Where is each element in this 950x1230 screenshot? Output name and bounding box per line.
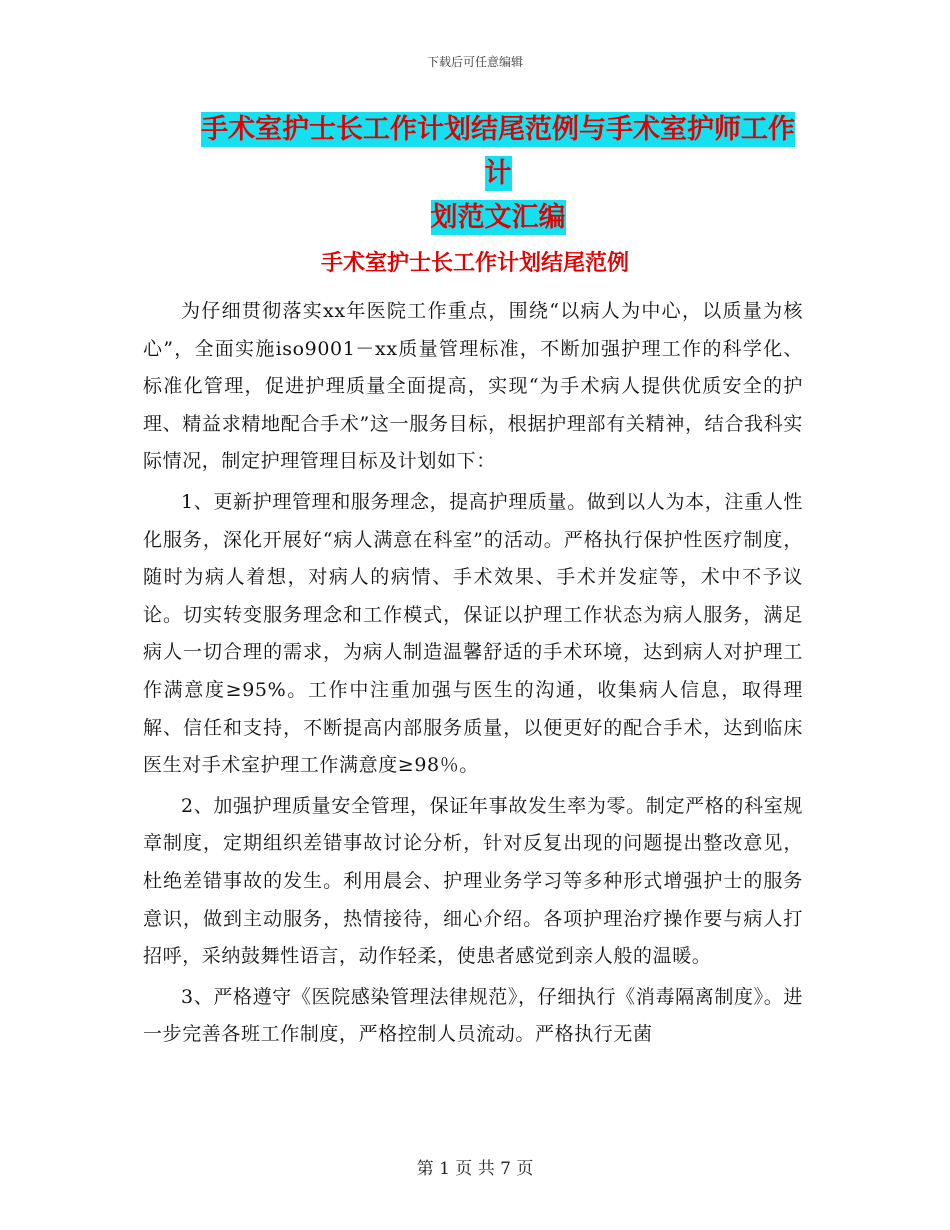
paragraph-item-3: 3、严格遵守《医院感染管理法律规范》，仔细执行《消毒隔离制度》。进一步完善各班工作制度，严格控制人员流动。严格执行无菌 [143,985,803,1046]
document-title-line-1: 手术室护士长工作计划结尾范例与手术室护师工作计 [201,114,795,189]
paragraph-item-2: 2、加强护理质量安全管理，保证年事故发生率为零。制定严格的科室规章制度，定期组织差错事故讨论分析，针对反复出现的问题提出整改意见，杜绝差错事故的发生。利用晨会、护理业务学习等多种形式增强护士的服务意识，做到主动服务，热情接待，细心介绍。各项护理治疗操作要与病人打招呼，采纳鼓舞性语言，动作轻柔，使患者感觉到亲人般的温暖。 [143,794,803,968]
paragraph-item-1: 1、更新护理管理和服务理念，提高护理质量。做到以人为本，注重人性化服务，深化开展好“病人满意在科室”的活动。严格执行保护性医疗制度，随时为病人着想，对病人的病情、手术效果、手术并发症等，术中不予议论。切实转变服务理念和工作模式，保证以护理工作状态为病人服务，满足病人一切合理的需求，为病人制造温馨舒适的手术环境，达到病人对护理工作满意度≥95%。工作中注重加强与医生的沟通，收集病人信息，取得理解、信任和支持，不断提高内部服务质量，以便更好的配合手术，达到临床医生对手术室护理工作满意度≥98％。 [143,490,803,777]
page-footer: 第 1 页 共 7 页 [416,1159,534,1179]
document-title-line-2: 划范文汇编 [430,202,566,233]
paragraph-intro: 为仔细贯彻落实xx年医院工作重点，围绕“以病人为中心，以质量为核心”，全面实施iso9001－xx质量管理标准，不断加强护理工作的科学化、标准化管理，促进护理质量全面提高，实现“为手术病人提供优质安全的护理、精益求精地配合手术”这一服务目标，根据护理部有关精神，结合我科实际情况，制定护理管理目标及计划如下： [143,300,803,473]
document-body [143,293,803,1054]
section-title: 手术室护士长工作计划结尾范例 [320,251,629,276]
document-title [188,108,808,240]
page-header: 下载后可任意编辑 [426,55,523,69]
